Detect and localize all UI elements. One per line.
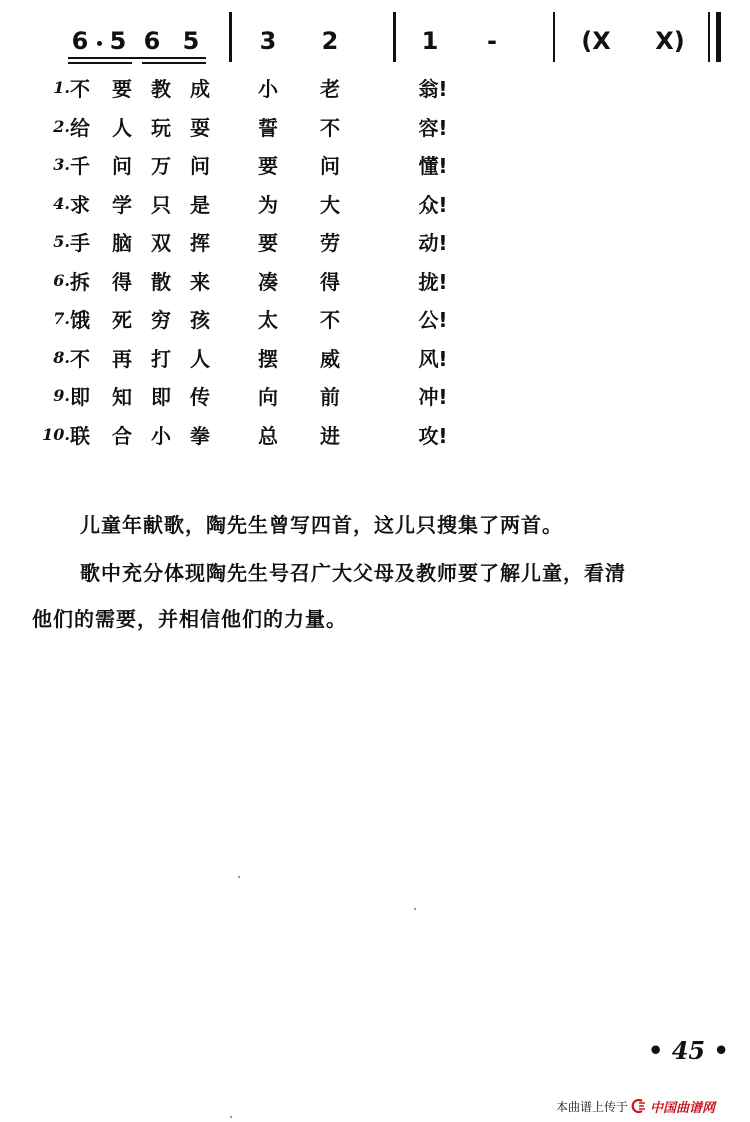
lyric-char: 攻!	[418, 423, 448, 448]
lyric-char: 得	[112, 269, 132, 294]
verse-number: 1.	[53, 78, 70, 97]
lyric-char: 万	[151, 154, 171, 178]
lyric-char: 众!	[418, 192, 448, 217]
lyric-char: 来	[190, 269, 210, 294]
lyric-char: 传	[190, 385, 210, 409]
lyric-char: 要	[258, 154, 278, 178]
lyric-char: 劳	[320, 231, 340, 255]
note-x: X)	[655, 27, 685, 55]
lyric-char: 容!	[418, 115, 448, 140]
lyric-row	[0, 383, 750, 413]
lyric-char: 问	[190, 154, 210, 178]
note-dash: -	[487, 27, 497, 55]
lyric-char: 太	[258, 308, 278, 332]
lyric-char: 要	[112, 77, 132, 101]
lyric-char: 大	[320, 192, 340, 217]
lyric-char: 成	[190, 77, 210, 101]
lyric-char: 翁!	[418, 77, 448, 101]
lyric-char: 不	[320, 115, 340, 140]
lyric-char: 人	[190, 346, 210, 371]
lyric-char: 凑	[258, 269, 278, 294]
lyric-char: 是	[190, 192, 210, 217]
lyric-char: 拆	[70, 269, 90, 294]
lyric-char: 再	[112, 346, 132, 371]
lyric-row	[0, 191, 750, 221]
lyric-char: 问	[320, 154, 340, 178]
verse-number: 4.	[53, 193, 70, 213]
lyric-char: 挥	[190, 231, 210, 255]
bar-line	[553, 12, 555, 62]
lyric-char: 人	[112, 115, 132, 140]
page-number: • 45 •	[648, 1036, 729, 1065]
note-paragraph-2: 歌中充分体现陶先生号召广大父母及教师要了解儿童，看清	[80, 561, 626, 585]
bar-line	[229, 12, 232, 62]
lyric-char: 拳	[190, 423, 210, 448]
lyric-char: 孩	[190, 308, 210, 332]
lyric-char: 即	[151, 385, 171, 409]
note-5: 5	[182, 27, 200, 55]
note-6: 6	[143, 27, 161, 55]
verse-number: 7.	[53, 309, 70, 328]
beam-line	[68, 62, 132, 64]
footer-text: 本曲谱上传于	[556, 1099, 629, 1114]
lyric-char: 玩	[151, 115, 171, 140]
lyric-char: 动!	[418, 231, 448, 255]
lyric-char: 千	[70, 154, 90, 178]
lyric-char: 誓	[258, 115, 278, 140]
lyric-char: 向	[258, 385, 278, 409]
verse-number: 2.	[53, 116, 70, 136]
lyric-char: 老	[320, 77, 340, 101]
lyric-char: 不	[70, 346, 90, 371]
lyric-char: 威	[320, 346, 340, 371]
lyric-char: 脑	[112, 231, 132, 255]
lyric-char: 拢!	[418, 269, 448, 294]
lyric-char: 总	[258, 423, 278, 448]
lyric-char: 合	[112, 423, 132, 448]
lyric-char: 得	[320, 269, 340, 294]
qupu-logo-icon	[631, 1099, 647, 1113]
final-bar-thin	[708, 12, 710, 62]
scan-speck	[230, 1116, 232, 1118]
lyric-char: 学	[112, 192, 132, 217]
lyric-char: 饿	[70, 308, 90, 332]
lyric-char: 手	[70, 231, 90, 255]
lyric-char: 求	[70, 192, 90, 217]
lyric-char: 摆	[258, 346, 278, 371]
lyric-char: 教	[151, 77, 171, 101]
lyric-char: 知	[112, 385, 132, 409]
note-dot	[97, 41, 102, 46]
lyric-char: 即	[70, 385, 90, 409]
lyric-char: 冲!	[418, 385, 448, 409]
beam-line	[68, 57, 206, 59]
jianpu-score-line	[0, 0, 750, 70]
lyric-char: 死	[112, 308, 132, 332]
note-paragraph-2-cont: 他们的需要，并相信他们的力量。	[32, 607, 347, 631]
lyric-char: 给	[70, 115, 90, 140]
lyric-char: 打	[151, 346, 171, 371]
verse-number: 10.	[42, 424, 70, 444]
beam-line	[142, 62, 206, 64]
footer-watermark	[556, 1096, 715, 1116]
lyric-row	[0, 268, 750, 298]
footer-site-name[interactable]: 中国曲谱网	[650, 1100, 716, 1116]
lyric-row	[0, 75, 750, 105]
note-1: 1	[421, 27, 439, 55]
lyric-char: 不	[70, 77, 90, 101]
lyric-char: 懂!	[418, 154, 448, 178]
lyric-row	[0, 152, 750, 182]
note-paragraph-1: 儿童年献歌，陶先生曾写四首，这儿只搜集了两首。	[80, 513, 563, 537]
verse-number: 8.	[53, 347, 70, 367]
verse-number: 9.	[53, 386, 70, 405]
lyric-row	[0, 229, 750, 259]
lyric-char: 问	[112, 154, 132, 178]
lyric-char: 耍	[190, 115, 210, 140]
scan-speck	[414, 908, 416, 910]
bar-line	[393, 12, 396, 62]
final-bar-thick	[716, 12, 721, 62]
lyric-char: 小	[258, 77, 278, 101]
verse-number: 6.	[53, 270, 70, 290]
lyric-char: 为	[258, 192, 278, 217]
lyric-row	[0, 422, 750, 452]
scan-speck	[238, 876, 240, 878]
verse-number: 5.	[53, 232, 70, 251]
note-3: 3	[259, 27, 277, 55]
lyric-char: 小	[151, 423, 171, 448]
lyric-char: 要	[258, 231, 278, 255]
lyric-char: 联	[70, 423, 90, 448]
verse-number: 3.	[53, 155, 70, 174]
lyric-row	[0, 306, 750, 336]
note-6: 6	[71, 27, 89, 55]
note-2: 2	[321, 27, 339, 55]
lyric-row	[0, 114, 750, 144]
lyric-char: 公!	[418, 308, 448, 332]
lyric-char: 进	[320, 423, 340, 448]
lyric-char: 穷	[151, 308, 171, 332]
note-x: (X	[581, 27, 611, 55]
lyric-char: 风!	[418, 346, 448, 371]
lyric-char: 前	[320, 385, 340, 409]
lyric-char: 不	[320, 308, 340, 332]
lyric-char: 只	[151, 192, 171, 217]
lyric-char: 双	[151, 231, 171, 255]
note-5: 5	[109, 27, 127, 55]
lyric-row	[0, 345, 750, 375]
lyric-char: 散	[151, 269, 171, 294]
